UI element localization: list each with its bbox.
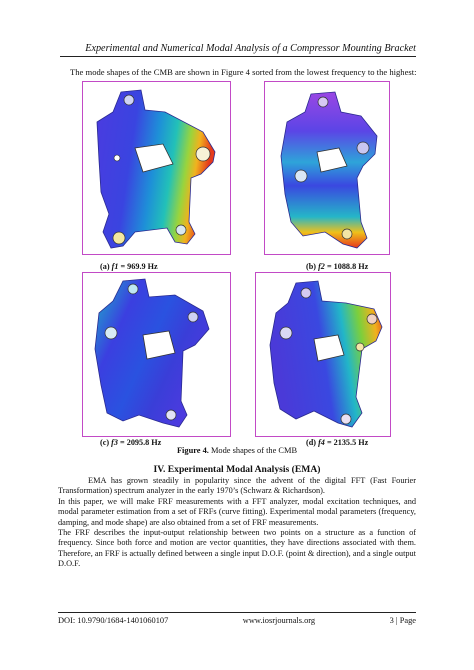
figure-caption: Figure 4. Mode shapes of the CMB — [176, 446, 298, 455]
subfigure-a-label: (a) f1 = 969.9 Hz — [100, 262, 158, 271]
mode-shape-image-b — [264, 81, 390, 255]
running-header: Experimental and Numerical Modal Analysis of a Compressor Mounting Bracket — [60, 43, 416, 57]
footer-page-number: 3 | Page — [389, 616, 416, 625]
footer-doi: DOI: 10.9790/1684-1401060107 — [58, 616, 169, 625]
page-footer — [58, 612, 416, 625]
mode-shape-image-c — [82, 272, 231, 437]
paragraph-frf-definition: The FRF describes the input-output relationship between two points on a structure as a function of frequency. Since both force and motion are vector quantities, they have directions associated with them. Therefore, an FRF is actually defined between a single input D.O.F. (point & direction), and a single output D.O.F. — [58, 528, 416, 569]
footer-website[interactable]: www.iosrjournals.org — [242, 616, 316, 625]
mode-shape-image-d — [255, 272, 391, 437]
intro-paragraph: The mode shapes of the CMB are shown in Figure 4 sorted from the lowest frequency to the highest: — [70, 67, 417, 77]
mode-shape-image-a — [82, 81, 231, 255]
section-heading: IV. Experimental Modal Analysis (EMA) — [153, 464, 321, 475]
subfigure-c-label: (c) f3 = 2095.8 Hz — [100, 438, 162, 447]
paragraph-frf-measurements: In this paper, we will make FRF measurements with a FFT analyzer, modal excitation techniques, and modal parameter estimation from a set of FRFs (curve fitting). Experimental modal parameters (frequency, damping, and mode shape) are also obtained from a set of FRF measurements. — [58, 497, 416, 527]
subfigure-d-label: (d) f4 = 2135.5 Hz — [306, 438, 369, 447]
subfigure-b-label: (b) f2 = 1088.8 Hz — [306, 262, 369, 271]
paragraph-ema-history: EMA has grown steadily in popularity since the advent of the digital FFT (Fast Fourier Transformation) spectrum analyzer in the early 1970’s (Schwarz & Richardson). — [58, 476, 416, 496]
